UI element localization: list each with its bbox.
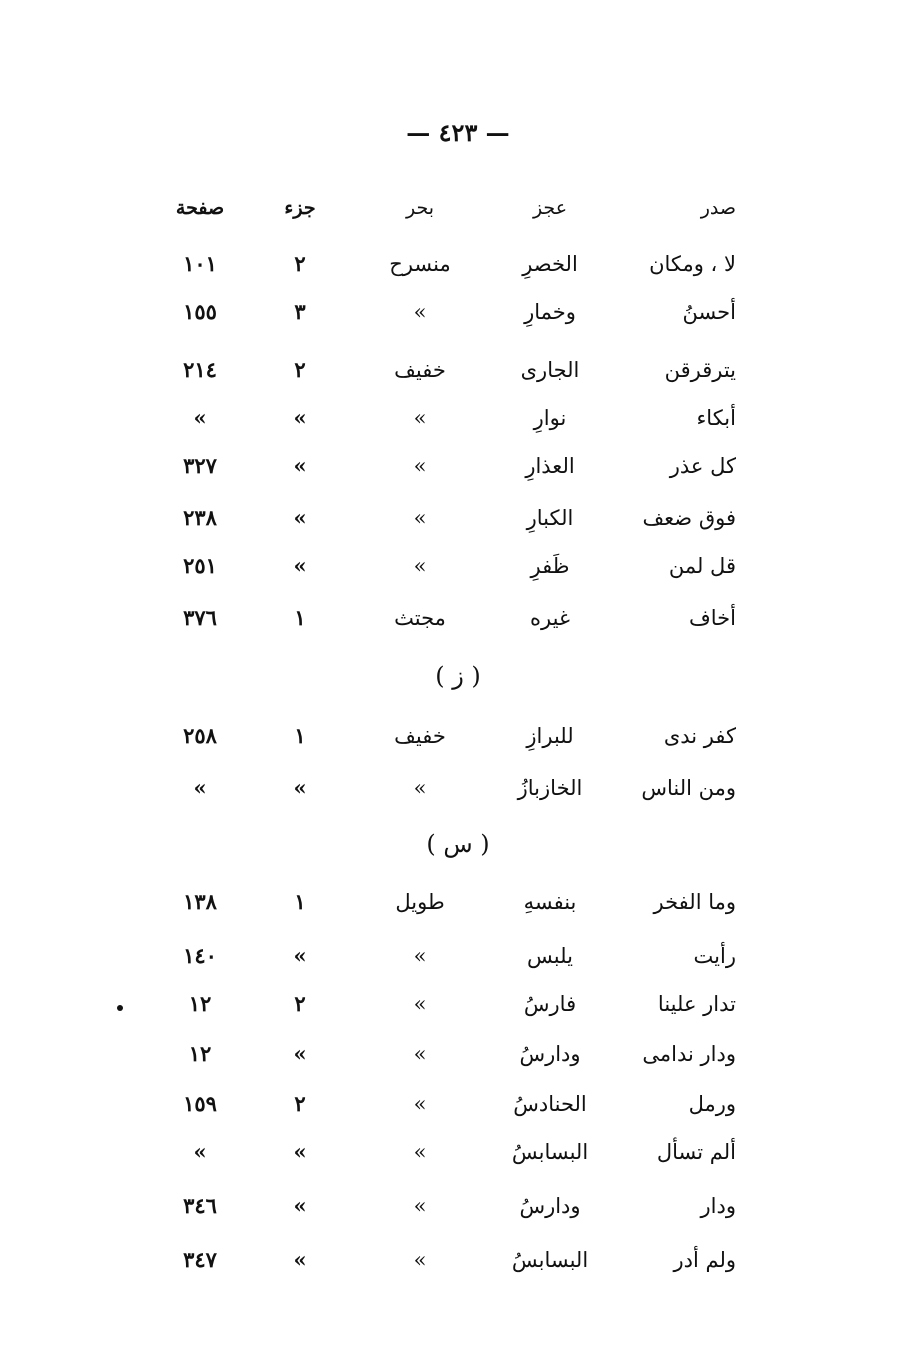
cell-sadr: رأيت xyxy=(693,944,736,968)
cell-ajz: يلبس xyxy=(527,944,573,968)
cell-bahr: » xyxy=(413,1092,427,1116)
cell-juz: ٣ xyxy=(294,299,306,324)
cell-juz: » xyxy=(293,943,307,968)
cell-ajz: فارسُ xyxy=(523,992,577,1016)
cell-bahr: » xyxy=(413,1042,427,1066)
cell-sadr: يترقرقن xyxy=(664,358,736,382)
cell-safha: ٢٥١ xyxy=(183,553,217,578)
table-row xyxy=(0,1132,916,1172)
cell-safha: » xyxy=(193,775,207,800)
header-sadr: صدر xyxy=(700,197,736,219)
cell-ajz: ظَفرِ xyxy=(530,554,570,578)
cell-safha: ١٣٨ xyxy=(183,889,217,914)
cell-bahr: » xyxy=(413,776,427,800)
cell-ajz: بنفسهِ xyxy=(523,890,577,914)
cell-bahr: » xyxy=(413,1194,427,1218)
cell-bahr: » xyxy=(413,506,427,530)
cell-sadr: أخاف xyxy=(689,606,736,630)
table-row xyxy=(0,882,916,922)
cell-juz: ١ xyxy=(294,889,306,914)
cell-ajz: وخمارِ xyxy=(524,300,576,324)
cell-ajz: الحنادسُ xyxy=(513,1092,587,1116)
cell-safha: ٢٣٨ xyxy=(183,505,217,530)
cell-bahr: » xyxy=(413,300,427,324)
table-row xyxy=(0,716,916,756)
table-row xyxy=(0,244,916,284)
cell-safha: ١٠١ xyxy=(183,251,217,276)
table-row xyxy=(0,446,916,486)
cell-ajz: الجارى xyxy=(520,358,580,382)
cell-juz: » xyxy=(293,1247,307,1272)
cell-ajz: غيره xyxy=(530,606,570,630)
cell-juz: ٢ xyxy=(294,251,306,276)
cell-ajz: البسابسُ xyxy=(511,1140,589,1164)
cell-juz: ١ xyxy=(294,723,306,748)
cell-bahr: طويل xyxy=(395,890,445,914)
cell-bahr: » xyxy=(413,554,427,578)
table-row xyxy=(0,984,916,1024)
table-row xyxy=(0,598,916,638)
cell-ajz: الخصرِ xyxy=(522,252,578,276)
cell-juz: ٢ xyxy=(294,991,306,1016)
cell-ajz: نوارِ xyxy=(533,406,567,430)
cell-safha: ١٥٩ xyxy=(183,1091,217,1116)
table-row xyxy=(0,768,916,808)
cell-sadr: ودار xyxy=(700,1194,736,1218)
table-row xyxy=(0,1240,916,1280)
cell-sadr: أحسنُ xyxy=(682,300,736,324)
cell-safha: ٣٧٦ xyxy=(183,605,217,630)
table-row xyxy=(0,1084,916,1124)
cell-bahr: مجتث xyxy=(394,606,446,630)
cell-safha: ٢٥٨ xyxy=(183,723,217,748)
table-row xyxy=(0,936,916,976)
cell-juz: » xyxy=(293,405,307,430)
cell-bahr: » xyxy=(413,992,427,1016)
header-bahr: بحر xyxy=(405,197,435,219)
cell-sadr: ألم تسأل xyxy=(656,1140,736,1164)
cell-sadr: وما الفخر xyxy=(653,890,736,914)
cell-sadr: ومن الناس xyxy=(641,776,736,800)
cell-ajz: الخازبازُ xyxy=(517,776,583,800)
cell-juz: ٢ xyxy=(294,357,306,382)
cell-sadr: قل لمن xyxy=(668,554,736,578)
cell-sadr: تدار علينا xyxy=(657,992,736,1016)
cell-safha: » xyxy=(193,1139,207,1164)
cell-juz: » xyxy=(293,1139,307,1164)
section-heading: ( س ) xyxy=(426,830,490,858)
cell-juz: » xyxy=(293,1193,307,1218)
cell-ajz: ودارسُ xyxy=(519,1194,581,1218)
table-row xyxy=(0,350,916,390)
cell-bahr: خفيف xyxy=(394,724,446,748)
cell-sadr: أبكاء xyxy=(696,406,736,430)
cell-bahr: » xyxy=(413,454,427,478)
cell-bahr: » xyxy=(413,1248,427,1272)
cell-juz: » xyxy=(293,1041,307,1066)
table-row xyxy=(0,1034,916,1074)
cell-ajz: العذارِ xyxy=(525,454,575,478)
header-ajz: عجز xyxy=(532,197,568,219)
table-row xyxy=(0,546,916,586)
cell-sadr: كل عذر xyxy=(669,454,736,478)
cell-sadr: فوق ضعف xyxy=(642,506,736,530)
cell-ajz: البسابسُ xyxy=(511,1248,589,1272)
cell-safha: ١٢ xyxy=(188,1041,212,1066)
cell-juz: ٢ xyxy=(294,1091,306,1116)
cell-safha: ٣٤٧ xyxy=(183,1247,217,1272)
margin-dot xyxy=(117,1005,123,1011)
table-row xyxy=(0,398,916,438)
cell-juz: » xyxy=(293,453,307,478)
cell-ajz: للبرازِ xyxy=(526,724,574,748)
cell-sadr: لا ، ومكان xyxy=(649,252,736,276)
table-row xyxy=(0,498,916,538)
cell-safha: ٣٤٦ xyxy=(183,1193,217,1218)
table-row xyxy=(0,292,916,332)
cell-safha: ٣٢٧ xyxy=(183,453,217,478)
cell-sadr: ودار ندامى xyxy=(642,1042,736,1066)
cell-bahr: » xyxy=(413,1140,427,1164)
cell-ajz: الكبارِ xyxy=(526,506,574,530)
cell-sadr: ورمل xyxy=(688,1092,736,1116)
cell-safha: ٢١٤ xyxy=(183,357,217,382)
table-row xyxy=(0,1186,916,1226)
cell-bahr: خفيف xyxy=(394,358,446,382)
cell-bahr: منسرح xyxy=(389,252,451,276)
header-safha: صفحة xyxy=(175,197,225,219)
section-heading: ( ز ) xyxy=(435,662,481,690)
cell-juz: » xyxy=(293,505,307,530)
cell-juz: » xyxy=(293,553,307,578)
cell-safha: ١٢ xyxy=(188,991,212,1016)
cell-juz: » xyxy=(293,775,307,800)
cell-juz: ١ xyxy=(294,605,306,630)
cell-bahr: » xyxy=(413,944,427,968)
header-juz: جزء xyxy=(284,197,316,219)
page-number: — ٤٢٣ — xyxy=(406,118,510,147)
cell-ajz: ودارسُ xyxy=(519,1042,581,1066)
cell-safha: ١٥٥ xyxy=(183,299,217,324)
cell-sadr: ولم أدر xyxy=(673,1248,736,1272)
cell-safha: ١٤٠ xyxy=(183,943,217,968)
cell-sadr: كفر ندى xyxy=(663,724,736,748)
table-header xyxy=(0,188,916,228)
cell-safha: » xyxy=(193,405,207,430)
cell-bahr: » xyxy=(413,406,427,430)
